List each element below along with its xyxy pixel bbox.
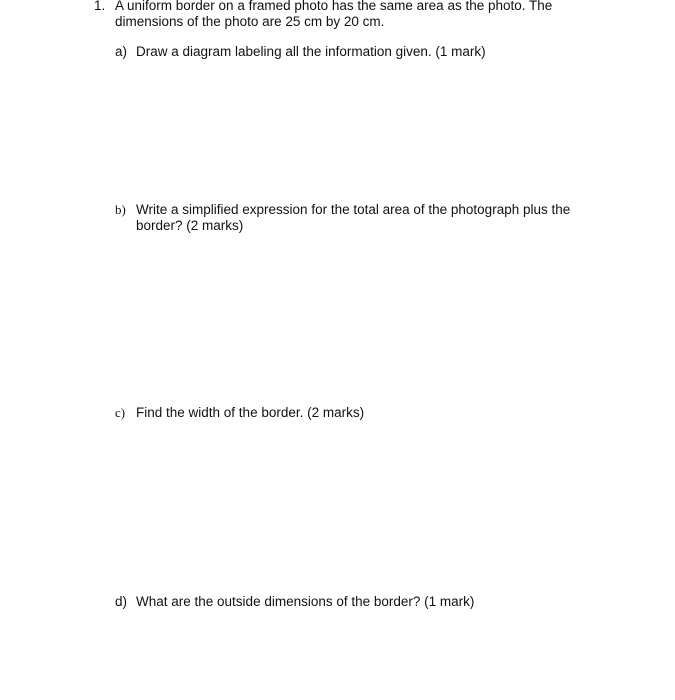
- part-d-label: d): [115, 594, 128, 609]
- part-a-text: Draw a diagram labeling all the information given. (1 mark): [136, 44, 486, 59]
- question-number: 1.: [94, 0, 106, 13]
- part-b-text-line-1: Write a simplified expression for the total area of the photograph plus the: [136, 202, 571, 217]
- part-d-text: What are the outside dimensions of the border? (1 mark): [136, 594, 475, 609]
- part-b-text-line-2: border? (2 marks): [136, 218, 244, 233]
- part-b: [0, 202, 675, 238]
- question-1: [0, 0, 675, 40]
- part-c-text: Find the width of the border. (2 marks): [136, 405, 365, 420]
- part-d: [0, 594, 675, 614]
- part-c: [0, 405, 675, 425]
- part-c-label: c): [115, 405, 126, 420]
- question-text-line-2: dimensions of the photo are 25 cm by 20 cm.: [115, 14, 385, 29]
- part-b-label: b): [115, 202, 126, 217]
- part-a-label: a): [115, 44, 128, 59]
- question-text-line-1: A uniform border on a framed photo has the same area as the photo. The: [115, 0, 553, 13]
- part-a: [0, 44, 675, 64]
